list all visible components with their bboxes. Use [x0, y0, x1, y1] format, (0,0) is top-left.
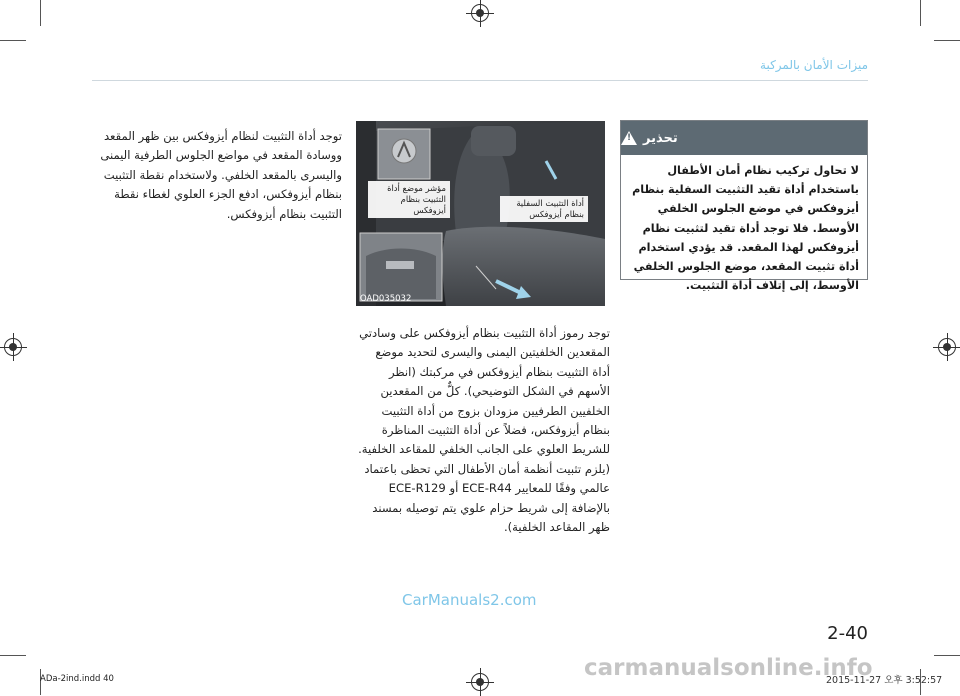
site-watermark: carmanualsonline.info: [584, 655, 873, 681]
section-title: ميزات الأمان بالمركبة: [760, 58, 868, 72]
header-divider: [92, 80, 868, 81]
paragraph-text: توجد رموز أداة التثبيت بنظام أيزوفكس على وسادتي المقعدين الخلفيتين اليمنى واليسرى لتحديد موضع أداة التثبيت بنظام أيزوفكس في مركبتك (انظر الأسهم في الشكل التوضيحي). كلٌّ من المقعدين الخلفيين الطرفيين مزودان بزوج من أداة التثبيت بنظام أيزوفكس، فضلاً عن أداة التثبيت المناظرة للشريط العلوي على الجانب الخلفي للمقاعد الخلفية. (يلزم تثبيت أنظمة أمان الأطفال التي تحظى باعتماد عالمي وفقًا للمعايير ECE-R44 أو ECE-R129 بالإضافة إلى شريط حزام علوي يتم توصيله بمسند ظهر المقاعد الخلفية).: [358, 326, 610, 535]
watermark: CarManuals2.com: [402, 591, 537, 609]
registration-mark-icon: [471, 673, 489, 691]
footer-filename: ADa-2ind.indd 40: [40, 674, 114, 684]
warning-header: [621, 121, 867, 155]
figure-code: OAD035032: [360, 294, 412, 304]
body-paragraph: [356, 324, 610, 537]
body-paragraph: [90, 127, 342, 224]
registration-mark-icon: [471, 4, 489, 22]
crop-mark: [934, 655, 960, 656]
warning-text: لا تحاول تركيب نظام أمان الأطفال باستخدام أداة تقيد التثبيت السفلية بنظام أيزوفكس في موضع الجلوس الخلفي الأوسط. فلا توجد أداة تقيد لتثبيت نظام أيزوفكس لهذا المقعد. قد يؤدي استخدام أداة تثبيت المقعد، موضع الجلوس الخلفي الأوسط، إلى إتلاف أداة التثبيت.: [632, 164, 859, 293]
crop-mark: [920, 0, 921, 26]
figure-label-lower-anchor: أداة التثبيت السفلية بنظام أيزوفكس: [500, 196, 588, 222]
crop-mark: [40, 0, 41, 26]
crop-mark: [934, 40, 960, 41]
seat-illustration: [356, 121, 605, 306]
warning-box: [620, 120, 868, 293]
crop-mark: [0, 655, 26, 656]
paragraph-text: توجد أداة التثبيت لنظام أيزوفكس بين ظهر المقعد ووسادة المقعد في مواضع الجلوس الطرفية اليمنى واليسرى بالمقعد الخلفي. ولاستخدام نقطة التثبيت بنظام أيزوفكس، ادفع الجزء العلوي لغطاء نقطة التثبيت بنظام أيزوفكس.: [100, 129, 342, 221]
registration-mark-icon: [4, 338, 22, 356]
warning-title: تحذير: [643, 130, 678, 146]
registration-mark-icon: [938, 338, 956, 356]
page-number: 2-40: [827, 623, 868, 644]
figure-label-isofix-indicator: مؤشر موضع أداة التثبيت بنظام أيزوفكس: [368, 181, 450, 218]
footer-timestamp: 2015-11-27 오후 3:52:57: [826, 675, 943, 686]
crop-mark: [0, 40, 26, 41]
warning-icon: [621, 131, 637, 145]
